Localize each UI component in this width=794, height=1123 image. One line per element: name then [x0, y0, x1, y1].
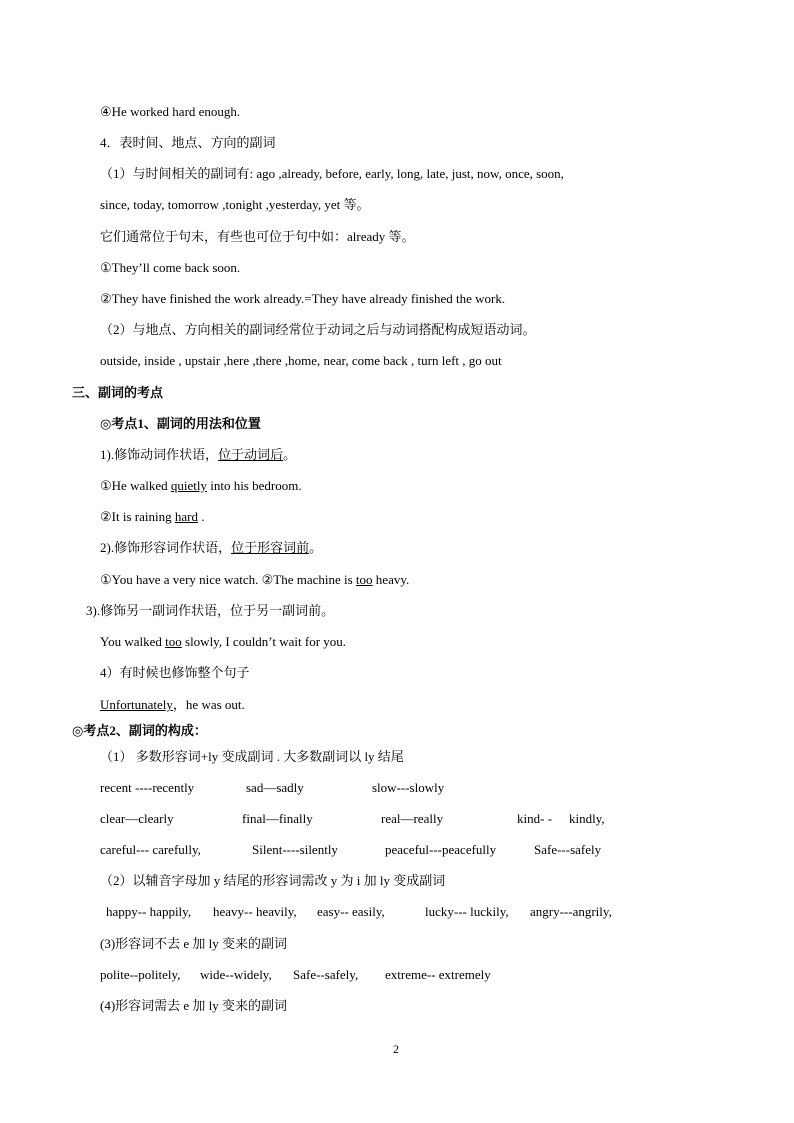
- position-note: 它们通常位于句末，有些也可位于句中如：already 等。: [100, 229, 415, 244]
- word-pair: easy-- easily,: [317, 904, 385, 919]
- word-pair: real—really: [381, 811, 444, 826]
- word-pair: Safe---safely: [534, 842, 602, 857]
- word-pair: polite--politely,: [100, 967, 181, 982]
- word-pair: Safe--safely,: [293, 967, 359, 982]
- word-pair: sad—sadly: [246, 780, 304, 795]
- word-pair: wide--widely,: [200, 967, 272, 982]
- word-pair: Silent----silently: [252, 842, 338, 857]
- word-pair: slow---slowly: [372, 780, 445, 795]
- example-too-slowly: You walked too slowly, I couldn’t wait for you.: [100, 634, 347, 649]
- page-number: 2: [393, 1042, 399, 1056]
- example-finished-work: ②They have finished the work already.=They have already finished the work.: [100, 291, 506, 306]
- word-pair: angry---angrily,: [530, 904, 612, 919]
- example-quietly: ①He walked quietly into his bedroom.: [100, 478, 302, 493]
- example-worked-hard: ④He worked hard enough.: [100, 104, 241, 119]
- word-pair: kindly,: [569, 811, 605, 826]
- formation-rule-2: （2）以辅音字母加 y 结尾的形容词需改 y 为 i 加 ly 变成副词: [100, 873, 446, 888]
- rule-adjective: 2).修饰形容词作状语，位于形容词前。: [100, 540, 323, 555]
- word-pair: peaceful---peacefully: [385, 842, 497, 857]
- time-adverbs-list-cont: since, today, tomorrow ,tonight ,yesterday, yet 等。: [100, 197, 370, 212]
- word-pair: final—finally: [242, 811, 313, 826]
- word-pair: careful--- carefully,: [100, 842, 201, 857]
- example-nice-watch: ①You have a very nice watch. ②The machine is too heavy.: [100, 572, 410, 587]
- place-adverbs-list: outside, inside , upstair ,here ,there ,home, near, come back , turn left , go out: [100, 353, 502, 368]
- word-pair: kind- -: [517, 811, 553, 826]
- kp1-title: ◎考点1、副词的用法和位置: [100, 416, 261, 431]
- rule-adverb: 3).修饰另一副词作状语，位于另一副词前。: [86, 603, 335, 618]
- word-pair: extreme-- extremely: [385, 967, 491, 982]
- formation-rule-3: (3)形容词不去 e 加 ly 变来的副词: [100, 936, 288, 951]
- word-pair: lucky--- luckily,: [425, 904, 509, 919]
- kp2-title: ◎考点2、副词的构成：: [72, 723, 207, 738]
- word-pair: clear—clearly: [100, 811, 174, 826]
- example-come-back: ①They’ll come back soon.: [100, 260, 241, 275]
- formation-rule-1: （1） 多数形容词+ly 变成副词 . 大多数副词以 ly 结尾: [100, 749, 404, 764]
- time-adverbs-list: （1）与时间相关的副词有: ago ,already, before, early, long, late, just, now, once, soon,: [100, 166, 564, 181]
- word-pair: heavy-- heavily,: [213, 904, 297, 919]
- word-pair: recent ----recently: [100, 780, 195, 795]
- heading-time-place-direction: 4．表时间、地点、方向的副词: [100, 135, 276, 150]
- rule-verb: 1).修饰动词作状语，位于动词后。: [100, 447, 297, 462]
- example-unfortunately: Unfortunately，he was out.: [100, 697, 245, 712]
- section-heading-test-points: 三、副词的考点: [72, 385, 164, 400]
- rule-sentence: 4）有时候也修饰整个句子: [100, 665, 250, 680]
- word-pair: happy-- happily,: [106, 904, 192, 919]
- place-direction-note: （2）与地点、方向相关的副词经常位于动词之后与动词搭配构成短语动词。: [100, 322, 536, 337]
- formation-rule-4: (4)形容词需去 e 加 ly 变来的副词: [100, 998, 288, 1013]
- example-raining-hard: ②It is raining hard .: [100, 509, 205, 524]
